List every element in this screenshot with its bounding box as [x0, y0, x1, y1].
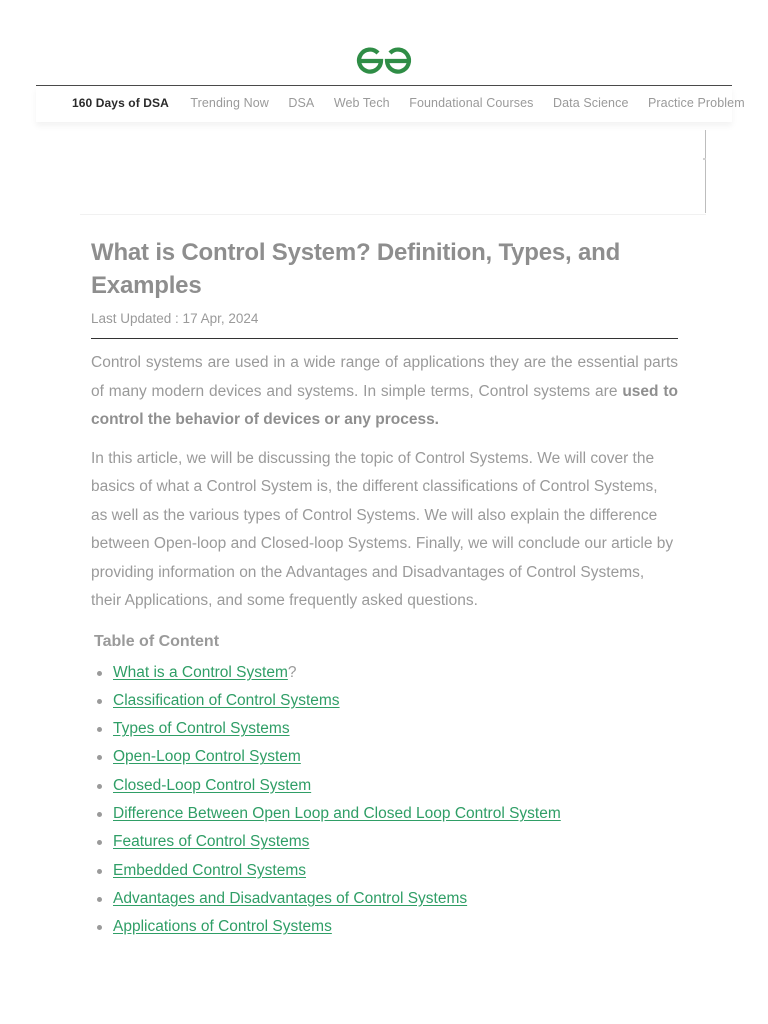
article-content — [91, 236, 678, 941]
toc-item — [113, 828, 678, 856]
nav-item-data-science[interactable]: Data Science — [552, 96, 629, 110]
toc-item — [113, 715, 678, 743]
ad-placeholder — [80, 124, 706, 215]
nav-item-dsa[interactable]: DSA — [288, 96, 315, 110]
toc-link-types[interactable]: Types of Control Systems — [113, 720, 290, 738]
toc-link-embedded[interactable]: Embedded Control Systems — [113, 861, 306, 879]
nav-item-foundational-courses[interactable]: Foundational Courses — [409, 96, 534, 110]
nav-item-160-days-of-dsa[interactable]: 160 Days of DSA — [72, 96, 169, 110]
intro-text: Control systems are used in a wide range of applications they are the essential parts of many modern devices and systems. In simple terms, Control systems are — [91, 354, 678, 400]
intro-bold-text: used to control the behavior of devices or any process. — [91, 382, 678, 428]
toc-item — [113, 913, 678, 941]
nav-item-web-tech[interactable]: Web Tech — [333, 96, 390, 110]
toc-item — [113, 743, 678, 771]
toc-item — [113, 800, 678, 828]
title-divider — [91, 338, 678, 339]
toc-item — [113, 885, 678, 913]
gfg-logo-icon[interactable] — [355, 44, 413, 76]
toc-link-what-is-control-system[interactable]: What is a Control System — [113, 663, 288, 681]
toc-item — [113, 659, 678, 687]
toc-title: Table of Content — [94, 632, 220, 650]
last-updated: Last Updated : 17 Apr, 2024 — [91, 311, 259, 326]
table-of-contents — [91, 659, 678, 942]
ad-border — [705, 130, 706, 213]
toc-item-suffix: ? — [287, 663, 297, 681]
nav-item-practice-problem[interactable]: Practice Problem — [647, 96, 745, 110]
overview-paragraph: In this article, we will be discussing the topic of Control Systems. We will cover the basics of what a Control System is, the different classifications of Control Systems, as well as the various types of Control Systems. We will also explain the difference between Open-loop and Closed-loop Systems. Finally, we will conclude our article by providing information on the Advantages and Disadvantages of Control Systems, their Applications, and some frequently asked questions. — [91, 449, 674, 609]
article-title: What is Control System? Definition, Types, and Examples — [91, 239, 621, 299]
toc-link-classification[interactable]: Classification of Control Systems — [113, 691, 340, 709]
toc-item — [113, 772, 678, 800]
toc-link-features[interactable]: Features of Control Systems — [113, 833, 310, 851]
toc-link-open-loop[interactable]: Open-Loop Control System — [113, 748, 301, 766]
toc-link-closed-loop[interactable]: Closed-Loop Control System — [113, 776, 312, 794]
intro-paragraph — [91, 349, 678, 435]
ad-border-tick — [703, 158, 706, 160]
toc-item — [113, 857, 678, 885]
top-navigation — [36, 86, 745, 122]
nav-item-trending-now[interactable]: Trending Now — [190, 96, 269, 110]
toc-link-advantages[interactable]: Advantages and Disadvantages of Control Systems — [113, 889, 468, 907]
toc-link-applications[interactable]: Applications of Control Systems — [113, 918, 332, 936]
toc-link-difference[interactable]: Difference Between Open Loop and Closed Loop Control System — [113, 804, 561, 822]
toc-item — [113, 687, 678, 715]
